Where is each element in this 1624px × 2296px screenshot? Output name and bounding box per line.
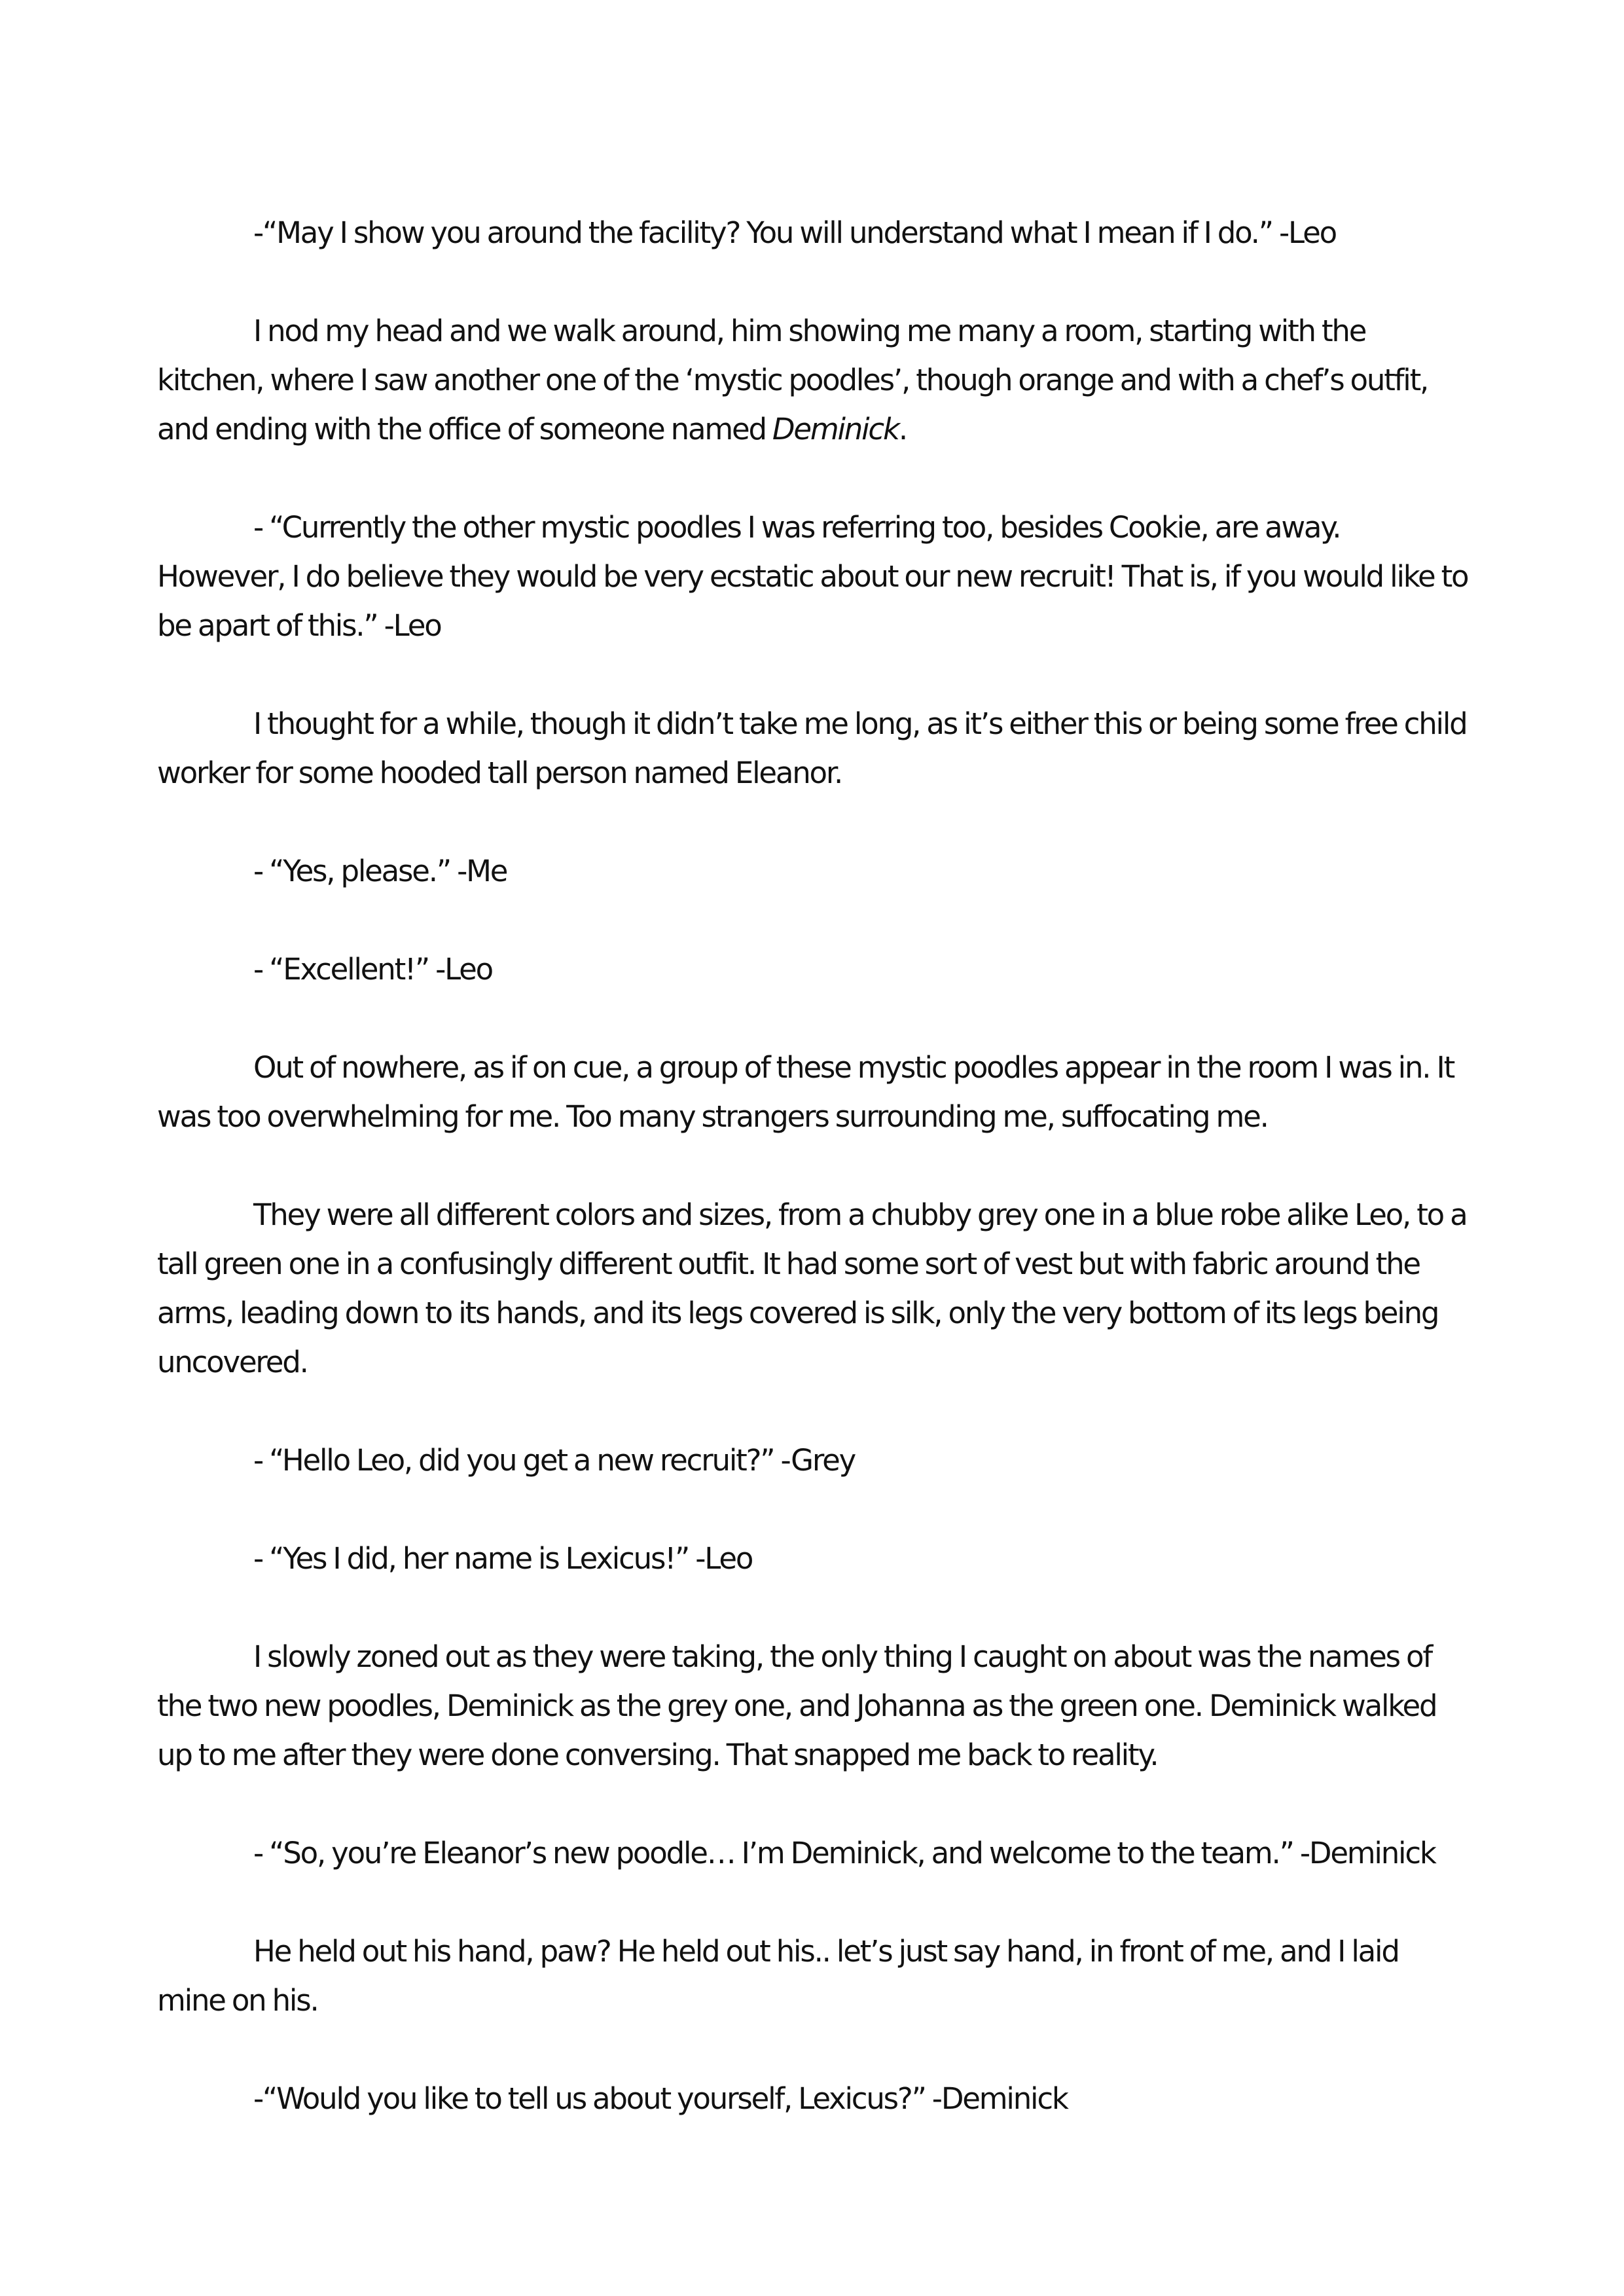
paragraph-2: I nod my head and we walk around, him showing me many a room, starting with the kitchen, where I saw another one of the ‘mystic poodles’, though orange and with a chef’s outfit, and ending with the office of someone named Deminick. [157, 314, 1428, 446]
paragraph-9: - “Hello Leo, did you get a new recruit?” -Grey [253, 1443, 856, 1478]
story-text [157, 208, 1473, 2123]
paragraph-1: -“May I show you around the facility? You will understand what I mean if I do.” -Leo [253, 215, 1336, 250]
paragraph-8: They were all different colors and sizes, from a chubby grey one in a blue robe alike Leo, to a tall green one in a confusingly different outfit. It had some sort of vest but with fabric around the arms, leading down to its hands, and its legs covered is silk, only the very bottom of its legs being uncovered. [157, 1197, 1467, 1379]
italic-name: Deminick [772, 412, 899, 446]
paragraph-14: -“Would you like to tell us about yourself, Lexicus?” -Deminick [253, 2081, 1068, 2116]
paragraph-6: - “Excellent!” -Leo [253, 952, 493, 987]
paragraph-5: - “Yes, please.” -Me [253, 854, 507, 888]
paragraph-3: - “Currently the other mystic poodles I was referring too, besides Cookie, are away. However, I do believe they would be very ecstatic about our new recruit! That is, if you would like to be apart of this.” -Leo [157, 510, 1468, 643]
paragraph-11: I slowly zoned out as they were taking, the only thing I caught on about was the names of the two new poodles, Deminick as the grey one, and Johanna as the green one. Deminick walked up to me after they were done conversing. That snapped me back to reality. [157, 1639, 1437, 1772]
paragraph-12: - “So, you’re Eleanor’s new poodle… I’m Deminick, and welcome to the team.” -Deminick [253, 1836, 1435, 1870]
paragraph-13: He held out his hand, paw? He held out his.. let’s just say hand, in front of me, and I laid mine on his. [157, 1934, 1399, 2018]
paragraph-7: Out of nowhere, as if on cue, a group of these mystic poodles appear in the room I was in. It was too overwhelming for me. Too many strangers surrounding me, suffocating me. [157, 1050, 1454, 1134]
paragraph-10: - “Yes I did, her name is Lexicus!” -Leo [253, 1541, 753, 1576]
paragraph-4: I thought for a while, though it didn’t take me long, as it’s either this or being some free child worker for some hooded tall person named Eleanor. [157, 706, 1467, 790]
